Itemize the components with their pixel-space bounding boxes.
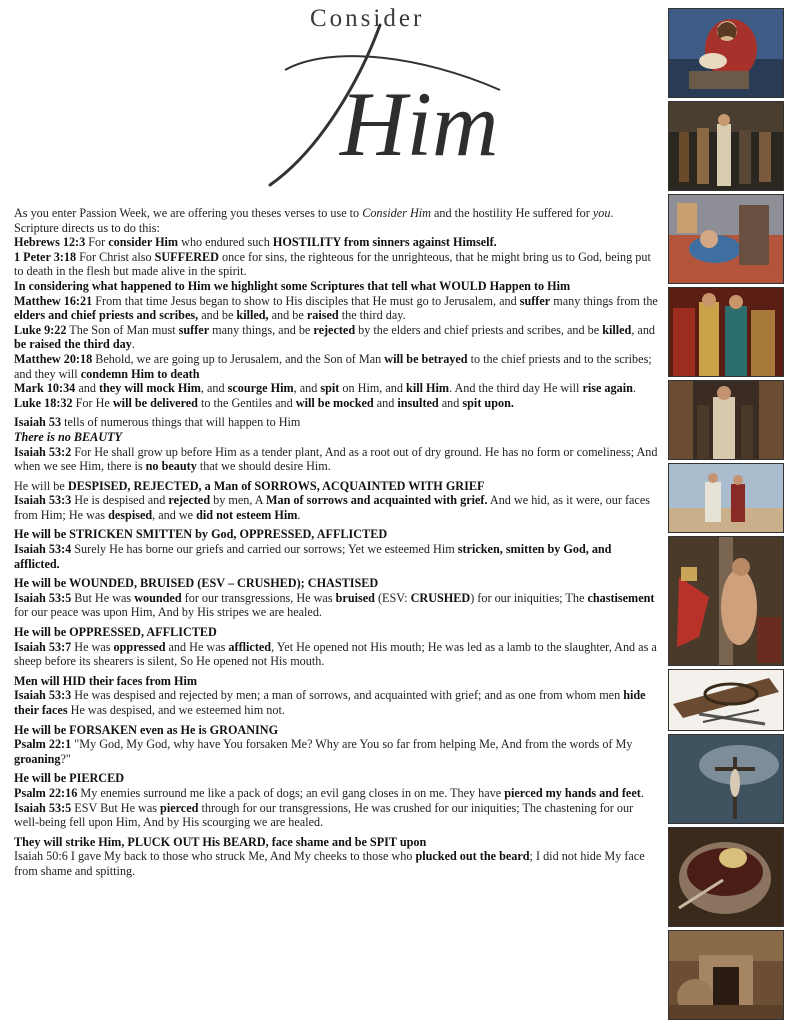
verse-bold: raised <box>306 308 339 323</box>
verse-bold: be raised the third day <box>14 337 132 352</box>
verse-text: For He shall grow up before Him as a tender plant, And as a root out of dry ground. He has no form or comeliness; And when we see Him, there is <box>14 444 658 474</box>
section-heading: DESPISED, REJECTED, a Man of SORROWS, ACQUAINTED WITH GRIEF <box>67 478 485 493</box>
verse-text: . <box>131 337 135 352</box>
verse-text: But He was <box>71 590 135 605</box>
verse-text: the third day. <box>338 308 406 323</box>
verse-text: And we hid, as it were, our faces from Him; He was <box>14 493 650 522</box>
verse-text: He was <box>71 639 114 654</box>
verse-bold: will be delivered <box>112 395 198 410</box>
no-beauty-heading <box>14 430 660 445</box>
verse-ref: Isaiah 53 <box>14 415 62 430</box>
image-crowd-arrest <box>668 101 784 191</box>
verse-text: ESV But He was <box>71 800 161 815</box>
verse-text: , and <box>293 381 321 396</box>
verse-bold: condemn Him to death <box>80 366 200 381</box>
verse-text: who endured such <box>178 235 273 250</box>
verse-text: He was despised and rejected by men; a man of sorrows, and acquainted with grief; and as one from whom men <box>71 688 624 703</box>
verse-isaiah-50-6 <box>14 849 660 878</box>
verse-text: . And the third day He will <box>449 381 583 396</box>
verse-bold: killed <box>602 322 632 337</box>
verse-text: ?" <box>60 751 71 766</box>
verse-text: , and <box>200 381 228 396</box>
image-crucifix-stormy-sky <box>668 734 784 824</box>
wounded-heading: He will be WOUNDED, BRUISED (ESV – CRUSHED); CHASTISED <box>14 576 379 591</box>
verse-bold: Man of sorrows and acquainted with grief. <box>266 493 488 508</box>
consider-him-title <box>0 0 660 200</box>
intro-emphasis: Consider Him <box>362 206 431 220</box>
verse-text: by the elders and chief priests and scribes, and be <box>355 322 603 337</box>
verse-text: For Christ also <box>76 249 155 264</box>
verse-mark-10-34 <box>14 381 660 396</box>
verse-isaiah-53-7 <box>14 640 660 669</box>
verse-isaiah-53-5 <box>14 591 660 620</box>
verse-ref: 1 Peter 3:18 <box>14 249 77 264</box>
intro-text: As you enter Passion Week, we are offering you theses verses to use to <box>14 206 363 220</box>
verse-ref: Isaiah 53:7 <box>14 639 72 654</box>
verse-ref: Hebrews 12:3 <box>14 235 86 250</box>
verse-bold: bruised <box>335 590 375 605</box>
intro-text: and the hostility He suffered for <box>430 206 593 220</box>
scripture-content <box>14 206 660 879</box>
verse-bold: stricken, smitten by God, and afflicted. <box>14 542 612 571</box>
verse-ref: Isaiah 53:5 <box>14 800 72 815</box>
image-jesus-praying <box>668 8 784 98</box>
verse-bold: SUFFERED <box>154 249 219 264</box>
verse-ref: Isaiah 53:3 <box>14 493 72 508</box>
section-heading: There is no BEAUTY <box>14 429 123 444</box>
image-sponge-and-vinegar <box>668 827 784 927</box>
verse-text: and He was <box>165 639 229 654</box>
verse-bold: spit <box>320 381 340 396</box>
verse-bold: CRUSHED <box>410 590 471 605</box>
verse-text: ) for our iniquities; The <box>470 590 588 605</box>
verse-ref: Luke 18:32 <box>14 395 73 410</box>
verse-text: "My God, My God, why have You forsaken Me? Why are You so far from helping Me, And from the words of My <box>71 737 633 752</box>
verse-text: and <box>373 395 398 410</box>
verse-ref: Psalm 22:1 <box>14 737 72 752</box>
verse-text: and be <box>198 308 237 323</box>
verse-text: for our peace was upon Him, And by His stripes we are healed. <box>14 605 322 620</box>
verse-bold: elders and chief priests and scribes, <box>14 308 199 323</box>
hid-heading: Men will HID their faces from Him <box>14 673 198 688</box>
verse-bold: rise again <box>582 381 633 396</box>
verse-text: He is despised and <box>71 493 169 508</box>
verse-bold: kill Him <box>406 381 450 396</box>
verse-text: He was despised, and we esteemed him not. <box>67 703 285 717</box>
verse-text: (ESV: <box>374 590 411 605</box>
verse-text: that we should desire Him. <box>196 459 331 474</box>
verse-bold: killed, <box>236 308 269 323</box>
pierced-heading: He will be PIERCED <box>14 771 125 786</box>
verse-bold: rejected <box>313 322 356 337</box>
section-heading-text: He will be <box>14 478 68 493</box>
verse-text: . <box>297 507 301 522</box>
stricken-heading: He will be STRICKEN SMITTEN by God, OPPRESSED, AFFLICTED <box>14 527 388 542</box>
verse-text: to the Gentiles and <box>197 395 296 410</box>
image-jesus-on-trial <box>668 380 784 460</box>
verse-matthew-16-21 <box>14 294 660 323</box>
verse-bold: spit upon. <box>462 395 514 410</box>
verse-text: For <box>85 235 109 250</box>
verse-bold: chastisement <box>587 590 655 605</box>
verse-text: through for our transgressions, He was crushed for our iniquities; The chastening for our well-being fell upon Him, And by His scourging we are healed. <box>14 800 634 830</box>
verse-ref: Matthew 16:21 <box>14 293 93 308</box>
oppressed-heading: He will be OPPRESSED, AFFLICTED <box>14 625 217 640</box>
verse-isaiah-53-4 <box>14 542 660 571</box>
image-jesus-mocked <box>668 194 784 284</box>
verse-ref: Isaiah 53:5 <box>14 590 72 605</box>
beard-heading: They will strike Him, PLUCK OUT His BEARD, face shame and be SPIT upon <box>14 834 427 849</box>
verse-hebrews-12-3 <box>14 235 660 250</box>
verse-text: The Son of Man must <box>66 322 179 337</box>
image-crown-of-thorns <box>668 669 784 731</box>
verse-bold: HOSTILITY from sinners against Himself. <box>272 235 497 250</box>
verse-text: many things, and be <box>209 322 314 337</box>
image-before-priests <box>668 287 784 377</box>
image-pilate-presents-jesus <box>668 463 784 533</box>
verse-text: Behold, we are going up to Jerusalem, and the Son of Man <box>92 351 385 366</box>
intro-paragraph <box>14 206 660 235</box>
intro-text: . Scripture directs us to do this: <box>14 206 614 235</box>
highlight-heading: In considering what happened to Him we highlight some Scriptures that tell what WOULD Happen to Him <box>14 278 571 293</box>
verse-bold: will be mocked <box>295 395 374 410</box>
verse-bold: oppressed <box>113 639 166 654</box>
verse-bold: they will mock Him <box>98 381 201 396</box>
verse-bold: no beauty <box>145 459 197 474</box>
verse-bold: did not esteem Him <box>196 507 298 522</box>
verse-ref: Isaiah 53:2 <box>14 444 72 459</box>
verse-text: Surely He has borne our griefs and carried our sorrows; Yet we esteemed Him <box>71 542 458 557</box>
verse-text: ; I did not hide My face from shame and spitting. <box>14 849 645 878</box>
verse-bold: pierced <box>160 800 199 815</box>
verse-bold: suffer <box>178 322 210 337</box>
verse-isaiah-53 <box>14 415 660 430</box>
verse-isaiah-53-2 <box>14 445 660 474</box>
verse-text: Isaiah 50:6 I gave My back to those who struck Me, And My cheeks to those who <box>14 849 416 864</box>
verse-bold: insulted <box>397 395 439 410</box>
verse-text: , and <box>631 322 656 337</box>
verse-ref: Mark 10:34 <box>14 381 76 396</box>
verse-text: on Him, and <box>339 381 407 396</box>
image-empty-tomb <box>668 930 784 1020</box>
verse-bold: consider Him <box>108 235 179 250</box>
verse-bold: rejected <box>168 493 211 508</box>
verse-bold: scourge Him <box>227 381 294 396</box>
verse-psalm-22-16 <box>14 786 660 801</box>
verse-1-peter-3-18 <box>14 250 660 279</box>
page-header <box>0 0 660 200</box>
verse-luke-18-32 <box>14 396 660 411</box>
intro-emphasis: you <box>592 206 611 220</box>
verse-text: . <box>640 785 644 800</box>
verse-text: and be <box>268 308 307 323</box>
verse-text: and <box>438 395 463 410</box>
verse-text: . <box>632 381 636 396</box>
verse-text: For He <box>72 395 113 410</box>
verse-isaiah-53-5-esv <box>14 801 660 830</box>
verse-bold: hide their faces <box>14 688 646 717</box>
verse-text: My enemies surround me like a pack of dogs; an evil gang closes in on me. They have <box>77 785 505 800</box>
verse-psalm-22-1 <box>14 737 660 766</box>
verse-isaiah-53-3-b <box>14 688 660 717</box>
verse-text: , and we <box>152 507 197 522</box>
verse-text: and <box>75 381 99 396</box>
verse-bold: plucked out the beard <box>415 849 530 864</box>
verse-isaiah-53-3 <box>14 493 660 522</box>
verse-ref: Luke 9:22 <box>14 322 67 337</box>
verse-text: for our transgressions, He was <box>181 590 336 605</box>
title-consider: Consider <box>310 5 425 32</box>
forsaken-heading: He will be FORSAKEN even as He is GROANING <box>14 722 279 737</box>
image-sidebar <box>668 8 784 1023</box>
verse-bold: despised <box>108 507 153 522</box>
verse-text: many things from the <box>550 293 658 308</box>
verse-text: , Yet He opened not His mouth; He was led as a lamb to the slaughter, And as a sheep before its shearers is silent, So He opened not His mouth. <box>14 639 657 669</box>
verse-matthew-20-18 <box>14 352 660 381</box>
verse-ref: Matthew 20:18 <box>14 351 93 366</box>
verse-text: by men, A <box>210 493 266 508</box>
verse-bold: suffer <box>519 293 551 308</box>
verse-bold: groaning <box>14 751 61 766</box>
verse-ref: Isaiah 53:4 <box>14 542 72 557</box>
verse-bold: wounded <box>134 590 182 605</box>
title-him: Him <box>340 73 499 175</box>
verse-text: tells of numerous things that will happen to Him <box>61 415 301 430</box>
verse-bold: will be betrayed <box>384 351 468 366</box>
verse-text: to the chief priests and to the scribes; and they will <box>14 351 652 381</box>
verse-text: once for sins, the righteous for the unrighteous, that he might bring us to God, being put to death in the flesh but made alive in the spirit. <box>14 249 651 279</box>
despised-heading <box>14 479 660 494</box>
verse-ref: Isaiah 53:3 <box>14 688 72 703</box>
verse-ref: Psalm 22:16 <box>14 785 78 800</box>
verse-bold: afflicted <box>228 639 272 654</box>
image-scourging <box>668 536 784 666</box>
verse-bold: pierced my hands and feet <box>504 785 641 800</box>
verse-luke-9-22 <box>14 323 660 352</box>
verse-text: From that time Jesus began to show to His disciples that He must go to Jerusalem, and <box>92 293 520 308</box>
